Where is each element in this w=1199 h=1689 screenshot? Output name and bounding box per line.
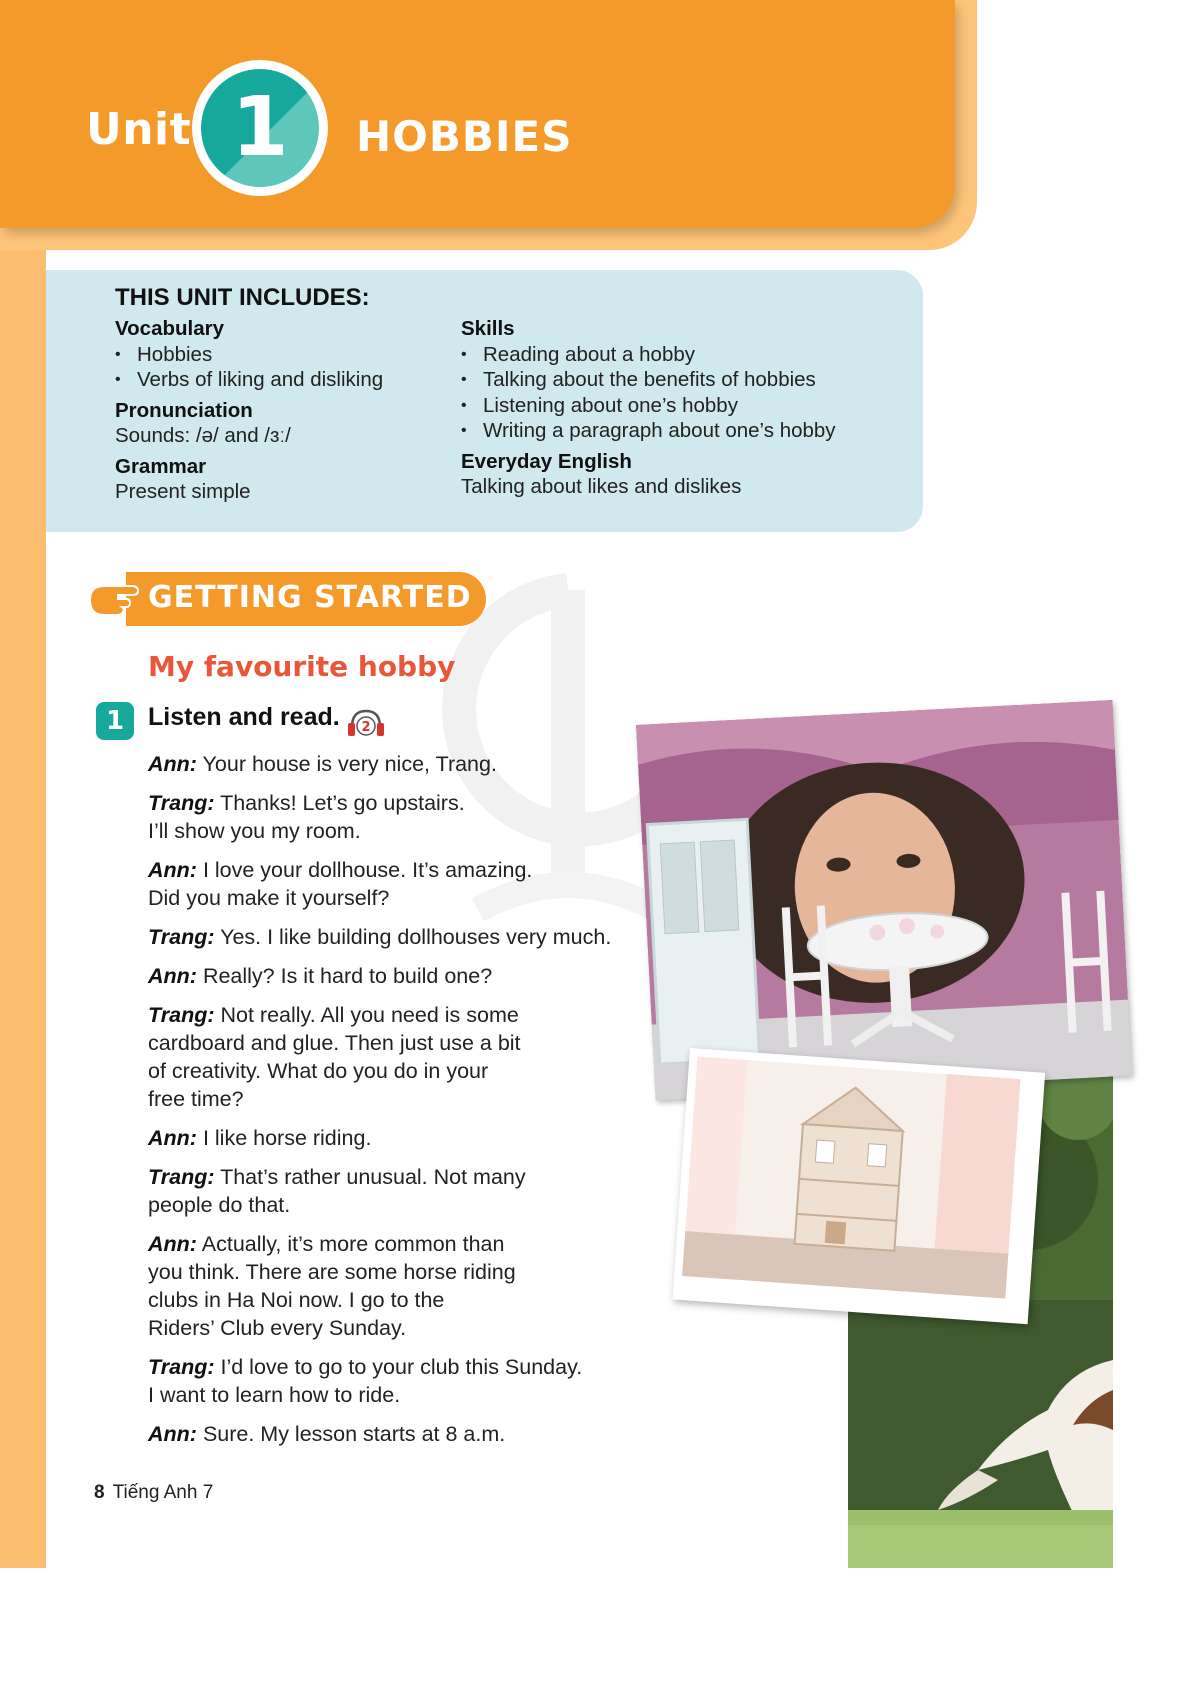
dialogue-text: Your house is very nice, Trang.	[202, 752, 497, 776]
skills-item: • Reading about a hobby	[461, 342, 911, 368]
headphones-icon[interactable]	[346, 707, 386, 739]
unit-title: HOBBIES	[356, 112, 573, 161]
dialogue-text: cardboard and glue. Then just use a bit	[148, 1031, 521, 1055]
vocabulary-heading: Vocabulary	[115, 317, 224, 340]
everyday-english-heading: Everyday English	[461, 449, 632, 473]
speaker-name: Ann:	[148, 1126, 197, 1150]
speaker-name: Ann:	[148, 964, 197, 988]
dialogue-line	[148, 1163, 628, 1219]
everyday-english-text: Talking about likes and dislikes	[461, 475, 742, 498]
page-number: 8	[94, 1482, 105, 1503]
dialogue-text: free time?	[148, 1087, 244, 1111]
dialogue-text: I love your dollhouse. It’s amazing.	[202, 858, 533, 882]
skills-item: • Talking about the benefits of hobbies	[461, 367, 911, 393]
unit-word: Unit	[86, 104, 192, 155]
speaker-name: Trang:	[148, 1165, 215, 1189]
includes-right-column	[461, 316, 911, 500]
speaker-name: Ann:	[148, 1422, 197, 1446]
speaker-name: Ann:	[148, 1232, 197, 1256]
speaker-name: Trang:	[148, 925, 215, 949]
unit-number-badge	[192, 60, 328, 196]
dialogue	[148, 750, 628, 1459]
includes-left-column	[115, 316, 445, 505]
unit-number: 1	[231, 80, 289, 175]
dialogue-line	[148, 789, 628, 845]
pointing-hand-icon	[88, 580, 140, 620]
girl-dollhouse-photo	[636, 700, 1132, 1100]
section-title: GETTING STARTED	[148, 580, 472, 615]
unit-includes-heading: THIS UNIT INCLUDES:	[115, 284, 370, 311]
dialogue-line	[148, 750, 628, 778]
skills-heading: Skills	[461, 317, 515, 340]
skills-item: • Writing a paragraph about one’s hobby	[461, 418, 911, 444]
dialogue-line	[148, 1001, 628, 1113]
dialogue-text: I want to learn how to ride.	[148, 1383, 401, 1407]
speaker-name: Trang:	[148, 1355, 215, 1379]
skills-item: • Listening about one’s hobby	[461, 393, 911, 419]
dialogue-text: Not really. All you need is some	[220, 1003, 519, 1027]
dialogue-line	[148, 962, 628, 990]
side-strip	[0, 230, 46, 1568]
dialogue-text: Sure. My lesson starts at 8 a.m.	[202, 1422, 506, 1446]
dialogue-text: Yes. I like building dollhouses very much.	[220, 925, 612, 949]
dollhouse-photo	[672, 1048, 1045, 1324]
dialogue-line	[148, 1353, 628, 1409]
speaker-name: Trang:	[148, 1003, 215, 1027]
dialogue-text: That’s rather unusual. Not many	[220, 1165, 526, 1189]
speaker-name: Ann:	[148, 752, 197, 776]
vocabulary-item: • Hobbies	[115, 342, 445, 368]
dialogue-text: I like horse riding.	[202, 1126, 372, 1150]
dialogue-line	[148, 1124, 628, 1152]
dialogue-line	[148, 856, 628, 912]
dialogue-text: clubs in Ha Noi now. I go to the	[148, 1288, 445, 1312]
dialogue-text: you think. There are some horse riding	[148, 1260, 516, 1284]
grammar-heading: Grammar	[115, 454, 207, 478]
speaker-name: Ann:	[148, 858, 197, 882]
dialogue-text: I’ll show you my room.	[148, 819, 361, 843]
dialogue-text: Thanks! Let’s go upstairs.	[220, 791, 465, 815]
grammar-text: Present simple	[115, 480, 251, 503]
pronunciation-text: Sounds: /ə/ and /ɜː/	[115, 424, 291, 447]
section-getting-started	[88, 572, 486, 626]
dialogue-text: Did you make it yourself?	[148, 886, 390, 910]
dialogue-line	[148, 1230, 628, 1342]
audio-track-number: 2	[361, 720, 371, 735]
lesson-title: My favourite hobby	[148, 650, 456, 683]
dialogue-text: Really? Is it hard to build one?	[202, 964, 493, 988]
dialogue-text: I’d love to go to your club this Sunday.	[220, 1355, 583, 1379]
dialogue-text: of creativity. What do you do in your	[148, 1059, 489, 1083]
book-title: Tiếng Anh 7	[112, 1482, 214, 1503]
dialogue-line	[148, 923, 628, 951]
task-instruction: Listen and read.	[148, 703, 340, 731]
speaker-name: Trang:	[148, 791, 215, 815]
vocabulary-item: • Verbs of liking and disliking	[115, 367, 445, 393]
task-number-badge: 1	[96, 702, 134, 740]
dialogue-text: people do that.	[148, 1193, 291, 1217]
dialogue-text: Actually, it’s more common than	[201, 1232, 505, 1256]
page-footer	[94, 1482, 213, 1504]
pronunciation-heading: Pronunciation	[115, 398, 253, 422]
dialogue-line	[148, 1420, 628, 1448]
dialogue-text: Riders’ Club every Sunday.	[148, 1316, 407, 1340]
